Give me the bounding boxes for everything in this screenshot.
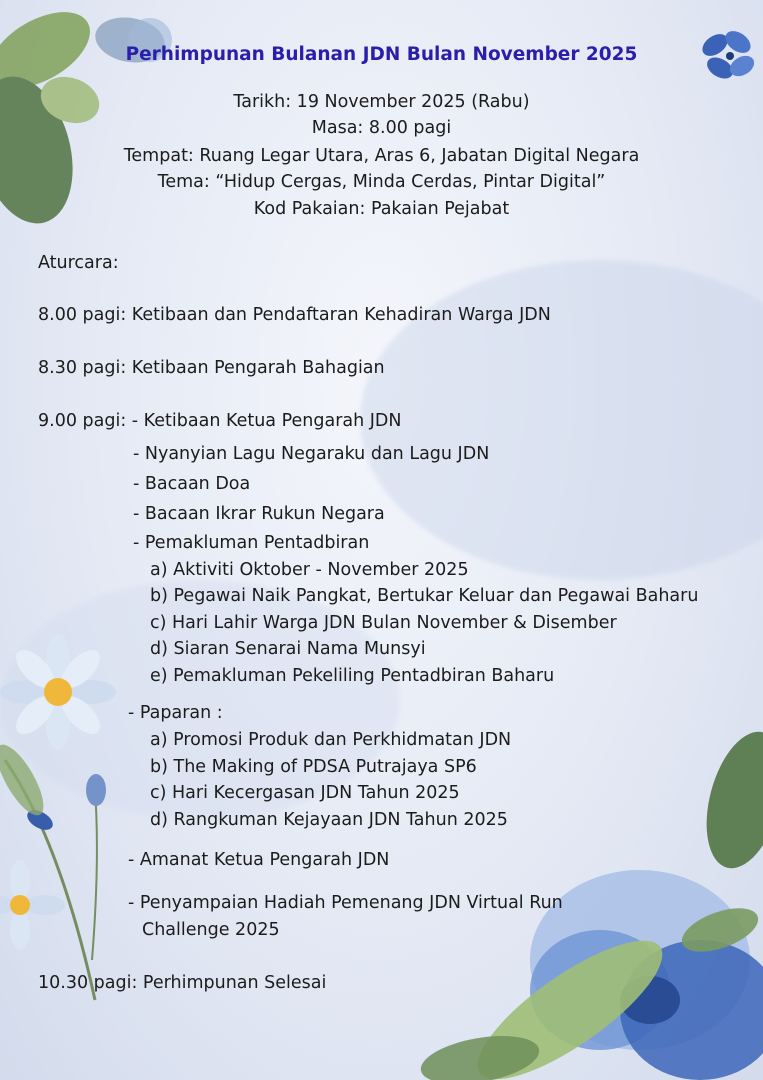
agenda-0800: 8.00 pagi: Ketibaan dan Pendaftaran Kehadiran Warga JDN bbox=[38, 305, 551, 325]
pemakluman-sub-item: e) Pemakluman Pekeliling Pentadbiran Baharu bbox=[150, 666, 555, 686]
agenda-hadiah: - Penyampaian Hadiah Pemenang JDN Virtual Run bbox=[128, 893, 563, 913]
page-title: Perhimpunan Bulanan JDN Bulan November 2025 bbox=[125, 44, 638, 65]
agenda-0900: 9.00 pagi: - Ketibaan Ketua Pengarah JDN bbox=[38, 411, 402, 431]
agenda-paparan: - Paparan : bbox=[128, 703, 223, 723]
detail-theme: Tema: “Hidup Cergas, Minda Cerdas, Pintar Digital” bbox=[157, 172, 606, 192]
pemakluman-sub-item: d) Siaran Senarai Nama Munsyi bbox=[150, 639, 426, 659]
paparan-sub-item: d) Rangkuman Kejayaan JDN Tahun 2025 bbox=[150, 810, 508, 830]
agenda-item: - Nyanyian Lagu Negaraku dan Lagu JDN bbox=[133, 444, 490, 464]
paparan-sub-item: c) Hari Kecergasan JDN Tahun 2025 bbox=[150, 783, 460, 803]
agenda-hadiah-cont: Challenge 2025 bbox=[142, 920, 280, 940]
agenda-item: - Bacaan Doa bbox=[133, 474, 251, 494]
detail-date: Tarikh: 19 November 2025 (Rabu) bbox=[233, 92, 530, 112]
agenda-amanat: - Amanat Ketua Pengarah JDN bbox=[128, 850, 390, 870]
detail-time: Masa: 8.00 pagi bbox=[311, 118, 452, 138]
agenda-heading: Aturcara: bbox=[38, 253, 119, 273]
pemakluman-sub-item: a) Aktiviti Oktober - November 2025 bbox=[150, 560, 469, 580]
pemakluman-sub-item: b) Pegawai Naik Pangkat, Bertukar Keluar dan Pegawai Baharu bbox=[150, 586, 699, 606]
detail-dress-code: Kod Pakaian: Pakaian Pejabat bbox=[253, 199, 510, 219]
pemakluman-sub-item: c) Hari Lahir Warga JDN Bulan November & Disember bbox=[150, 613, 617, 633]
paparan-sub-item: b) The Making of PDSA Putrajaya SP6 bbox=[150, 757, 477, 777]
agenda-0830: 8.30 pagi: Ketibaan Pengarah Bahagian bbox=[38, 358, 385, 378]
agenda-item: - Bacaan Ikrar Rukun Negara bbox=[133, 504, 385, 524]
paparan-sub-item: a) Promosi Produk dan Perkhidmatan JDN bbox=[150, 730, 512, 750]
agenda-1030: 10.30 pagi: Perhimpunan Selesai bbox=[38, 973, 327, 993]
detail-venue: Tempat: Ruang Legar Utara, Aras 6, Jabatan Digital Negara bbox=[123, 146, 640, 166]
agenda-item: - Pemakluman Pentadbiran bbox=[133, 533, 370, 553]
